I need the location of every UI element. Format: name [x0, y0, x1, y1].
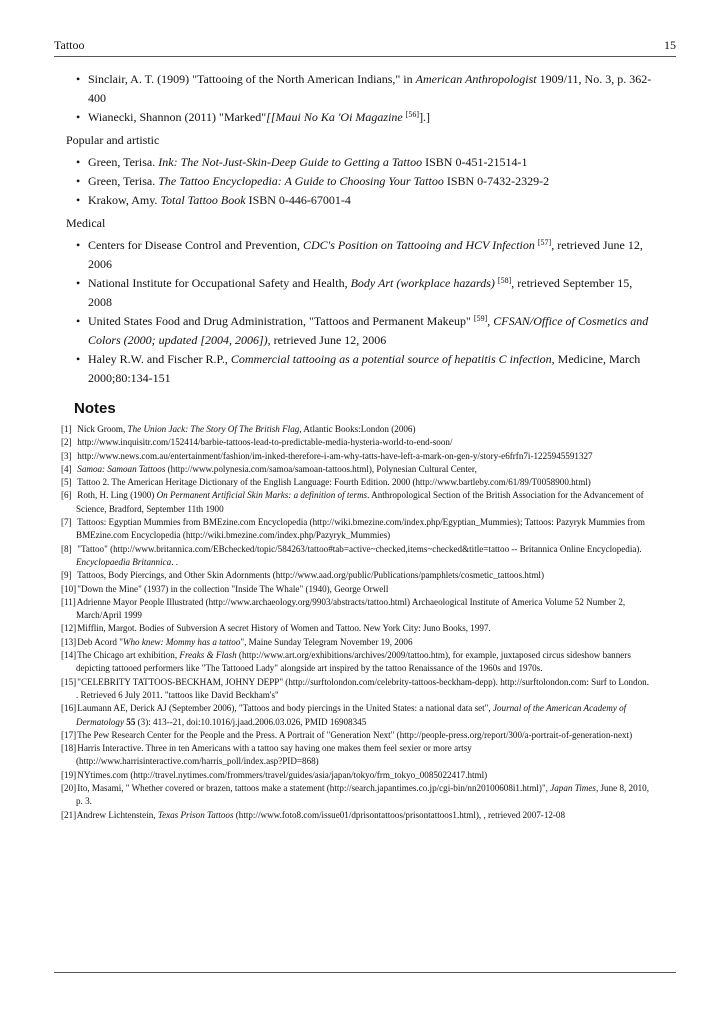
text-run: Krakow, Amy. — [88, 193, 161, 207]
reference-list-popular — [76, 153, 652, 210]
note-item — [61, 450, 649, 463]
text-run: . Anthropological Section of the British Association for the Advancement of Science, Bradford, September 11th 1900 — [76, 490, 644, 514]
text-run: "CELEBRITY TATTOOS-BECKHAM, JOHNY DEPP" (http://surftolondon.com/celebrity-tattoos-beckham-depp). http://surftolondon.com: Surf to London. . Retrieved 6 July 2011. "tattoos like David Beckham's" — [76, 676, 649, 700]
reference-item — [76, 172, 652, 191]
text-run: http://www.inquisitr.com/152414/barbie-tattoos-lead-to-predictable-media-hysteria-world-to-end-soon/ — [77, 437, 453, 448]
text-run: , retrieved September 15, 2008 — [88, 276, 633, 309]
page-content — [61, 70, 652, 822]
note-number: [14] — [61, 650, 77, 661]
text-run: , Medicine, March 2000;80:134-151 — [88, 352, 641, 385]
notes-heading: Notes — [74, 400, 116, 417]
note-item — [61, 489, 649, 516]
reference-item — [76, 70, 652, 108]
note-item — [61, 702, 649, 729]
text-run: Nick Groom, — [77, 424, 128, 434]
italic-title: The Tattoo Encyclopedia: A Guide to Choosing Your Tattoo — [158, 174, 444, 188]
text-run: ].] — [419, 110, 431, 124]
text-run: , retrieved June 12, 2006 — [88, 238, 643, 271]
text-run: . . — [171, 556, 179, 567]
note-item — [61, 636, 649, 649]
note-number: [6] — [61, 490, 72, 501]
text-run: Tattoo 2. The American Heritage Dictionary of the English Language: Fourth Edition. 2000 (http://www.bartleby.com/61/89/T0058900.html) — [77, 477, 591, 488]
italic-title: Journal of the American Academy of Dermatology — [76, 703, 627, 727]
italic-title: CDC's Position on Tattooing and HCV Infection — [302, 238, 535, 252]
note-item — [61, 769, 649, 782]
italic-title: American Anthropologist — [415, 72, 537, 86]
note-item — [61, 436, 649, 449]
note-item — [61, 809, 649, 822]
text-run: , Atlantic Books:London (2006) — [299, 424, 416, 434]
note-number: [5] — [61, 477, 72, 488]
note-number: [16] — [61, 703, 77, 714]
text-run: United States Food and Drug Administration, "Tattoos and Permanent Makeup" — [88, 314, 474, 328]
text-run: 1909/11, No. 3, p. 362-400 — [88, 72, 652, 105]
italic-title: Texas Prison Tattoos — [157, 809, 234, 820]
citation-superscript: [59] — [473, 314, 488, 323]
note-number: [20] — [61, 783, 77, 794]
note-number: [3] — [61, 450, 72, 461]
note-number: [1] — [61, 424, 72, 434]
text-run: Tattoos, Body Piercings, and Other Skin Adornments (http://www.aad.org/public/Publications/pamphlets/cosmetic_tattoos.html) — [77, 570, 544, 581]
text-run: http://www.news.com.au/entertainment/fashion/im-inked-therefore-i-am-why-tatts-have-left-a-mark-on-gen-y/story-e6frfn7i-1225945591327 — [77, 450, 593, 461]
reference-item — [76, 274, 652, 312]
note-number: [18] — [61, 743, 77, 754]
text-run: NYtimes.com (http://travel.nytimes.com/frommers/travel/guides/asia/japan/tokyo/frm_tokyo_0085022417.html) — [77, 769, 488, 780]
reference-item — [76, 236, 652, 274]
text-run: Andrew Lichtenstein, — [76, 809, 158, 820]
text-run: Wianecki, Shannon (2011) "Marked" — [88, 110, 267, 124]
text-run: Mifflin, Margot. Bodies of Subversion A secret History of Women and Tattoo. New York City: Juno Books, 1997. — [77, 623, 491, 634]
footer-rule — [54, 972, 676, 973]
note-number: [11] — [61, 596, 76, 607]
text-run: Ito, Masami, " Whether covered or brazen, tattoos make a statement (http://search.japantimes.co.jp/cgi-bin/nn20100608i1.html)", — [77, 783, 551, 794]
note-item — [61, 476, 649, 489]
italic-title: Ink: The Not-Just-Skin-Deep Guide to Getting a Tattoo — [158, 155, 423, 169]
italic-title: Freaks & Flash — [179, 650, 237, 661]
reference-list-medical — [76, 236, 652, 388]
text-run: Roth, H. Ling (1900) — [77, 490, 157, 501]
text-run: Sinclair, A. T. (1909) "Tattooing of the North American Indians," in — [88, 72, 416, 86]
text-run: "Tattoo" (http://www.britannica.com/EBchecked/topic/584263/tattoo#tab=active~checked,items~checked&title=tattoo -- Britannica Online Encyclopedia). — [77, 543, 642, 554]
page-number: 15 — [664, 38, 676, 52]
text-run: National Institute for Occupational Safety and Health, — [88, 276, 351, 290]
note-item — [61, 622, 649, 635]
note-number: [7] — [61, 517, 72, 528]
citation-superscript: [58] — [497, 276, 512, 285]
italic-title: Encyclopaedia Britannica — [76, 556, 172, 567]
note-item — [61, 649, 649, 676]
text-run: ", Maine Sunday Telegram November 19, 2006 — [240, 636, 413, 647]
note-item — [61, 516, 649, 543]
reference-item — [76, 350, 652, 388]
note-item — [61, 463, 649, 476]
italic-title: Japan Times — [550, 783, 596, 794]
text-run: Harris Interactive. Three in ten Americans with a tattoo say having one makes them feel sexier or more artsy (http://www.harrisinteractive.com/harris_poll/index.asp?PID=868) — [76, 743, 472, 767]
reference-item — [76, 191, 652, 210]
note-number: [2] — [61, 437, 72, 448]
reference-item — [76, 108, 652, 127]
text-run: (http://www.art.org/exhibitions/archives/2009/tattoo.htm), for example, juxtaposed circus sideshow banners depicting tattooed performers like "The Tattooed Lady" alongside art inspired by the tattoo Renaissance of the 1960s and 1970s. — [76, 650, 631, 674]
text-run: , June 8, 2010, p. 3. — [76, 783, 649, 807]
note-number: [9] — [61, 570, 72, 581]
note-item — [61, 742, 649, 769]
text-run: Deb Acord " — [77, 636, 123, 647]
volume-number: 55 — [126, 716, 136, 727]
note-item — [61, 569, 649, 582]
section-heading-popular: Popular and artistic — [66, 133, 160, 147]
italic-title: [[Maui No Ka 'Oi Magazine — [266, 110, 403, 124]
text-run: Laumann AE, Derick AJ (September 2006), "Tattoos and body piercings in the United States: a national data set", — [77, 703, 493, 714]
reference-item — [76, 153, 652, 172]
italic-title: Total Tattoo Book — [160, 193, 246, 207]
note-item — [61, 423, 649, 436]
text-run: Tattoos: Egyptian Mummies from BMEzine.com Encyclopedia (http://wiki.bmezine.com/index.php/Egyptian_Mummies); Tattoos: Pazyryk Mummies from BMEzine.com Encyclopedia (http://wiki.bmezine.com/index.php/Pazyryk_Mummies) — [76, 517, 645, 541]
text-run: ISBN 0-446-67001-4 — [245, 193, 351, 207]
text-run: "Down the Mine" (1937) in the collection "Inside The Whale" (1940), George Orwell — [77, 583, 389, 594]
italic-title: CFSAN/Office of Cosmetics and Colors (2000; updated [2004, 2006]) — [88, 314, 649, 347]
citation-superscript: [57] — [537, 238, 552, 247]
italic-title: On Permanent Artificial Skin Marks: a definition of terms — [156, 490, 368, 501]
note-item — [61, 583, 649, 596]
citation-superscript: [56] — [405, 110, 420, 119]
text-run: (http://www.foto8.com/issue01/dprisontattoos/prisontattoos1.html), , retrieved 2007-12-08 — [233, 809, 566, 820]
italic-title: Commercial tattooing as a potential source of hepatitis C infection — [230, 352, 552, 366]
text-run: Green, Terisa. — [88, 155, 159, 169]
note-number: [10] — [61, 583, 77, 594]
note-number: [15] — [61, 676, 77, 687]
header-rule — [54, 56, 676, 57]
section-heading-medical: Medical — [66, 216, 106, 230]
text-run: Green, Terisa. — [88, 174, 159, 188]
note-number: [13] — [61, 636, 77, 647]
text-run: Adrienne Mayor People Illustrated (http://www.archaeology.org/9903/abstracts/tattoo.html) Archaeological Institute of America Volume 52 Number 2, March/April 1999 — [76, 596, 626, 621]
text-run: The Pew Research Center for the People and the Press. A Portrait of "Generation Next" (http://people-press.org/report/300/a-portrait-of-generation-next) — [77, 729, 633, 740]
reference-item — [76, 312, 652, 350]
text-run: ISBN 0-7432-2329-2 — [443, 174, 550, 188]
page-header — [54, 38, 676, 56]
italic-title: Body Art (workplace hazards) — [350, 276, 495, 290]
text-run: (3): 413--21, doi:10.1016/j.jaad.2006.03.026, PMID 16908345 — [135, 716, 367, 727]
note-item — [61, 782, 649, 809]
text-run: , — [487, 314, 494, 328]
note-item — [61, 676, 649, 703]
note-number: [17] — [61, 729, 77, 740]
note-number: [21] — [61, 809, 77, 820]
italic-title: Who knew: Mommy has a tattoo — [122, 636, 241, 647]
running-title: Tattoo — [54, 38, 85, 52]
note-number: [8] — [61, 543, 72, 554]
text-run: Centers for Disease Control and Prevention, — [88, 238, 303, 252]
notes-list — [61, 423, 649, 822]
text-run: The Chicago art exhibition, — [77, 650, 180, 661]
italic-title: Samoa: Samoan Tattoos — [77, 463, 166, 474]
text-run: Haley R.W. and Fischer R.P., — [88, 352, 231, 366]
text-run: ISBN 0-451-21514-1 — [422, 155, 528, 169]
note-number: [19] — [61, 769, 77, 780]
reference-list-continued — [76, 70, 652, 127]
note-number: [4] — [61, 463, 72, 474]
italic-title: The Union Jack: The Story Of The British Flag — [127, 424, 300, 434]
note-item — [61, 729, 649, 742]
note-item — [61, 596, 649, 623]
note-number: [12] — [61, 623, 77, 634]
text-run: (http://www.polynesia.com/samoa/samoan-tattoos.html), Polynesian Cultural Center, — [165, 463, 477, 474]
note-item — [61, 543, 649, 570]
text-run: , retrieved June 12, 2006 — [267, 333, 387, 347]
